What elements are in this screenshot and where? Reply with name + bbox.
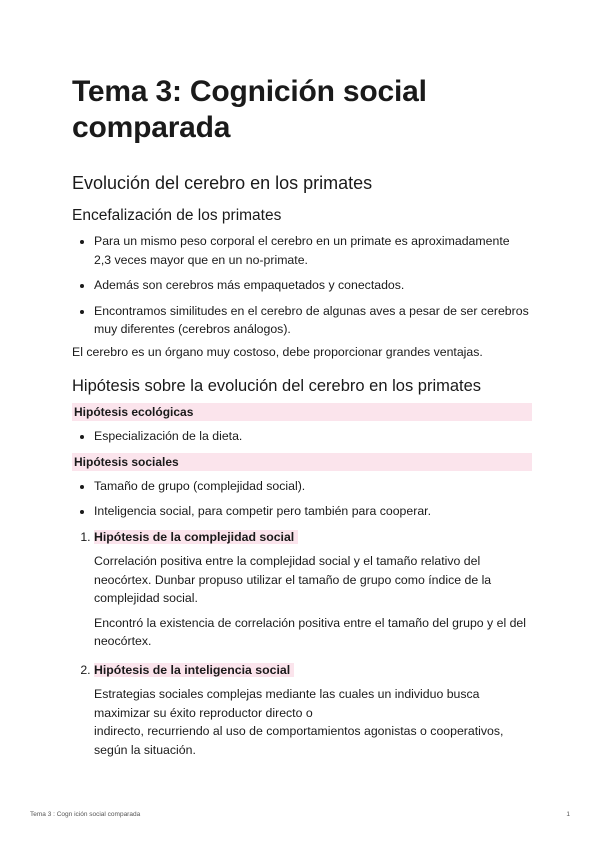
list-item: • Además son cerebros más empaquetados y conectados. (94, 276, 530, 295)
section-heading-hipotesis: Hipótesis sobre la evolución del cerebro en los primates (72, 377, 482, 395)
subsection-heading-encefalizacion: Encefalización de los primates (72, 207, 282, 224)
paragraph: indirecto, recurriendo al uso de comportamientos agonistas o cooperativos, según la situación. (94, 724, 504, 757)
list-item: • Tamaño de grupo (complejidad social). (94, 477, 530, 496)
section-heading-evolucion: Evolución del cerebro en los primates (72, 173, 373, 193)
list-item: • Para un mismo peso corporal el cerebro en un primate es aproximadamente 2,3 veces mayor que en un no-primate. (94, 232, 530, 269)
page-footer (30, 811, 570, 818)
sociales-list (72, 477, 530, 521)
paragraph-cerebro-costoso: El cerebro es un órgano muy costoso, debe proporcionar grandes ventajas. (72, 344, 483, 359)
callout-hipotesis-sociales: Hipótesis sociales (72, 453, 532, 471)
page-number: 1 (566, 811, 570, 818)
highlighted-title: Hipótesis de la inteligencia social (94, 663, 294, 677)
list-item: • Inteligencia social, para competir pero también para cooperar. (94, 502, 530, 521)
paragraph: Correlación positiva entre la complejidad social y el tamaño relativo del neocórtex. Dunbar propuso utilizar el tamaño de grupo como índice de la complejidad social. (94, 554, 492, 605)
hipotesis-numbered-list (72, 528, 530, 760)
callout-hipotesis-ecologicas: Hipótesis ecológicas (72, 403, 532, 421)
list-item: • Encontramos similitudes en el cerebro de algunas aves a pesar de ser cerebros muy diferentes (cerebros análogos). (94, 302, 530, 339)
ecologicas-list (72, 427, 530, 446)
page-title: Tema 3: Cognición social comparada (72, 75, 427, 144)
document-page (72, 74, 530, 769)
list-item: • Especialización de la dieta. (94, 427, 530, 446)
numbered-item-inteligencia (94, 661, 530, 760)
footer-title: Tema 3 : Cogn ición social comparada (30, 811, 141, 818)
paragraph: Encontró la existencia de correlación positiva entre el tamaño del grupo y el del neocórtex. (94, 615, 527, 648)
numbered-item-complejidad (94, 528, 530, 651)
encefalizacion-list (72, 232, 530, 339)
highlighted-title: Hipótesis de la complejidad social (94, 530, 298, 544)
paragraph: Estrategias sociales complejas mediante las cuales un individuo busca maximizar su éxito reproductor directo o (94, 687, 480, 720)
